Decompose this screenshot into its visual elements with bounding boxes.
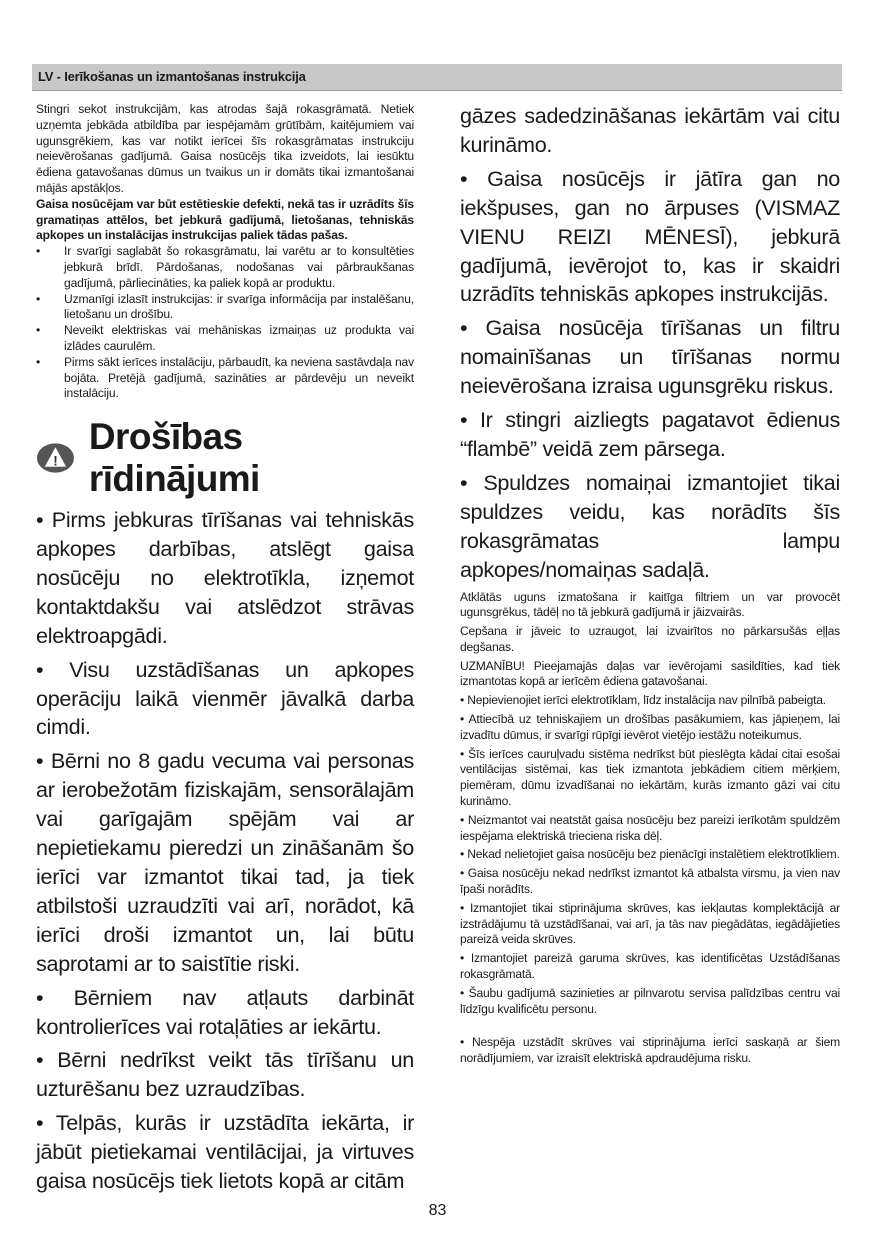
intro-paragraph: Stingri sekot instrukcijām, kas atrodas šajā rokasgrāmatā. Netiek uzņemta jebkāda atbildība par iespējamām grūtībām, kaitējumiem vai ugunsgrēkiem, kas var notikt ierīcei šīs rokasgrāmatas instrukciju neievērošanas gadījumā. Gaisa nosūcējs tika izveidots, lai iesūktu ēdiena gatavošanas dūmus un tvaikus un ir domāts tikai izmantošanai mājās apstākļos. (36, 102, 414, 195)
safety-note: • Nepievienojiet ierīci elektrotīklam, līdz instalācija nav pilnībā pabeigta. (460, 693, 826, 708)
safety-paragraph: gāzes sadedzināšanas iekārtām vai citu kurināmo. (460, 103, 840, 157)
safety-note: • Attiecībā uz tehniskajiem un drošības pasākumiem, kas jāpieņem, lai izvadītu dūmus, ir svarīgi rūpīgi ievērot vietējo iestāžu noteikumus. (460, 712, 840, 742)
safety-paragraph: • Ir stingri aizliegts pagatavot ēdienus “flambē” veidā zem pārsega. (460, 407, 840, 461)
safety-paragraph: • Gaisa nosūcēja tīrīšanas un filtru nomainīšanas un tīrīšanas normu neievērošana izraisa ugunsgrēku riskus. (460, 315, 840, 399)
safety-note: • Nekad nelietojiet gaisa nosūcēju bez pienācīgi instalētiem elektrotīkliem. (460, 847, 840, 862)
left-column (36, 102, 414, 1201)
safety-paragraph: • Visu uzstādīšanas un apkopes operāciju laikā vienmēr jāvalkā darba cimdi. (36, 656, 414, 740)
bullet-mark: • (36, 291, 41, 306)
safety-title: Drošības rīdinājumi (88, 416, 260, 500)
intro-bullet (36, 355, 414, 402)
safety-note-last: • Nespēja uzstādīt skrūves vai stiprinājuma ierīci saskaņā ar šiem norādījumiem, var izraisīt elektriskā apdraudējuma risku. (460, 1035, 840, 1066)
bullet-mark: • (36, 323, 41, 338)
intro-bullet (36, 292, 414, 324)
header-title: LV - Ierīkošanas un izmantošanas instrukcija (38, 69, 306, 84)
safety-note: Cepšana ir jāveic to uzraugot, lai izvairītos no pārkarsušās eļļas degšanas. (460, 624, 840, 654)
safety-note: • Gaisa nosūcēju nekad nedrīkst izmantot kā atbalsta virsmu, ja vien nav īpaši norādīts. (460, 866, 840, 897)
safety-paragraph: • Spuldzes nomaiņai izmantojiet tikai spuldzes veidu, kas norādīts šīs rokasgrāmatas lampu apkopes/nomaiņas sadaļā. (460, 469, 840, 582)
safety-title-row (36, 416, 414, 500)
bullet-text: Ir svarīgi saglabāt šo rokasgrāmatu, lai varētu ar to konsultēties jebkurā brīdī. Pārdošanas, nodošanas vai pārbraukšanas gadījumā, pārliecināties, ka paliek kopā ar produktu. (64, 244, 414, 290)
safety-paragraph: • Gaisa nosūcējs ir jātīra gan no iekšpuses, gan no ārpuses (VISMAZ VIENU REIZI MĒNESĪ), jebkurā gadījumā, ievērojot to, kas ir skaidri uzrādīts tehniskās apkopes instrukcijās. (460, 165, 840, 307)
safety-paragraph: • Pirms jebkuras tīrīšanas vai tehniskās apkopes darbības, atslēgt gaisa nosūcēju no elektrotīkla, izņemot kontaktdakšu vai atslēdzot strāvas elektroapgādi. (36, 507, 414, 648)
bullet-text: Neveikt elektriskas vai mehāniskas izmaiņas uz produkta vai izlādes caurulēm. (64, 323, 414, 353)
safety-paragraph: • Bērniem nav atļauts darbināt kontrolierīces vai rotaļāties ar iekārtu. (36, 984, 414, 1039)
bullet-mark: • (36, 354, 41, 369)
warning-icon (36, 441, 75, 475)
bullet-text: Uzmanīgi izlasīt instrukcijas: ir svarīga informācija par instalēšanu, lietošanu un drošību. (64, 291, 414, 322)
safety-paragraph: • Telpās, kurās ir uzstādīta iekārta, ir jābūt pietiekamai ventilācijai, ja virtuves gaisa nosūcējs tiek lietots kopā ar citām (36, 1110, 414, 1194)
intro-bullet-list (36, 244, 414, 402)
safety-paragraph: • Bērni nedrīkst veikt tās tīrīšanu un uzturēšanu bez uzraudzības. (36, 1047, 414, 1102)
safety-note: UZMANĪBU! Pieejamajās daļas var ievērojami sasildīties, kad tiek izmantotas kopā ar ierīcēm ēdiena gatavošanai. (460, 658, 840, 689)
section-header-bar (32, 64, 842, 91)
intro-bullet (36, 323, 414, 355)
right-column (460, 102, 840, 1070)
safety-note: • Šīs ierīces cauruļvadu sistēma nedrīkst būt pieslēgta kādai citai esošai ventilācijas sistēmai, kas tiek izmantota jebkādiem citiem mērķiem, piemēram, dūmu izvadīšanai no iekārtām, kurās izmanto gāzi vai citu kurināmo. (460, 746, 840, 809)
page-number: 83 (428, 1202, 447, 1219)
intro-bullet (36, 244, 414, 291)
safety-note: • Izmantojiet tikai stiprinājuma skrūves, kas iekļautas komplektācijā ar izstrādājumu tā uzstādīšanai, vai arī, ja tās nav piegādātas, iegādājieties pareizā veida skrūves. (460, 900, 840, 947)
intro-bold-paragraph: Gaisa nosūcējam var būt estētieskie defekti, nekā tas ir uzrādīts šīs gramatiņas attēlos, bet jebkurā gadījumā, lietošanas, tehniskās apkopes un instalācijas instrukcijas paliek tādas pašas. (36, 196, 414, 243)
safety-note: • Izmantojiet pareizā garuma skrūves, kas identificētas Uzstādīšanas rokasgrāmatā. (460, 951, 840, 982)
safety-note: Atklātās uguns izmatošana ir kaitīga filtriem un var provocēt ugunsgrēkus, tādēļ no tā jebkurā gadījumā ir jāizvairās. (460, 589, 840, 620)
svg-text:!: ! (53, 453, 58, 469)
safety-note: • Šaubu gadījumā sazinieties ar pilnvarotu servisa palīdzības centru vai līdzīgu kvalificētu personu. (460, 985, 840, 1016)
bullet-text: Pirms sākt ierīces instalāciju, pārbaudīt, ka neviena sastāvdaļa nav bojāta. Pretējā gadījumā, sazināties ar pārdevēju un neveikt instalāciju. (64, 354, 414, 401)
safety-note: • Neizmantot vai neatstāt gaisa nosūcēju bez pareizi ierīkotām spuldzēm iespējama elektriskā trieciena riska dēļ. (460, 812, 840, 843)
bullet-mark: • (36, 244, 41, 259)
safety-paragraph: • Bērni no 8 gadu vecuma vai personas ar ierobežotām fiziskajām, sensorālajām vai garīgajām spējām vai ar nepietiekamu pieredzi un zināšanām šo ierīci var izmantot tikai tad, ja tiek atbilstoši uzraudzīti vai arī, norādot, kā ierīci droši izmantot un, lai būtu saprotami ar to saistītie riski. (36, 748, 414, 976)
